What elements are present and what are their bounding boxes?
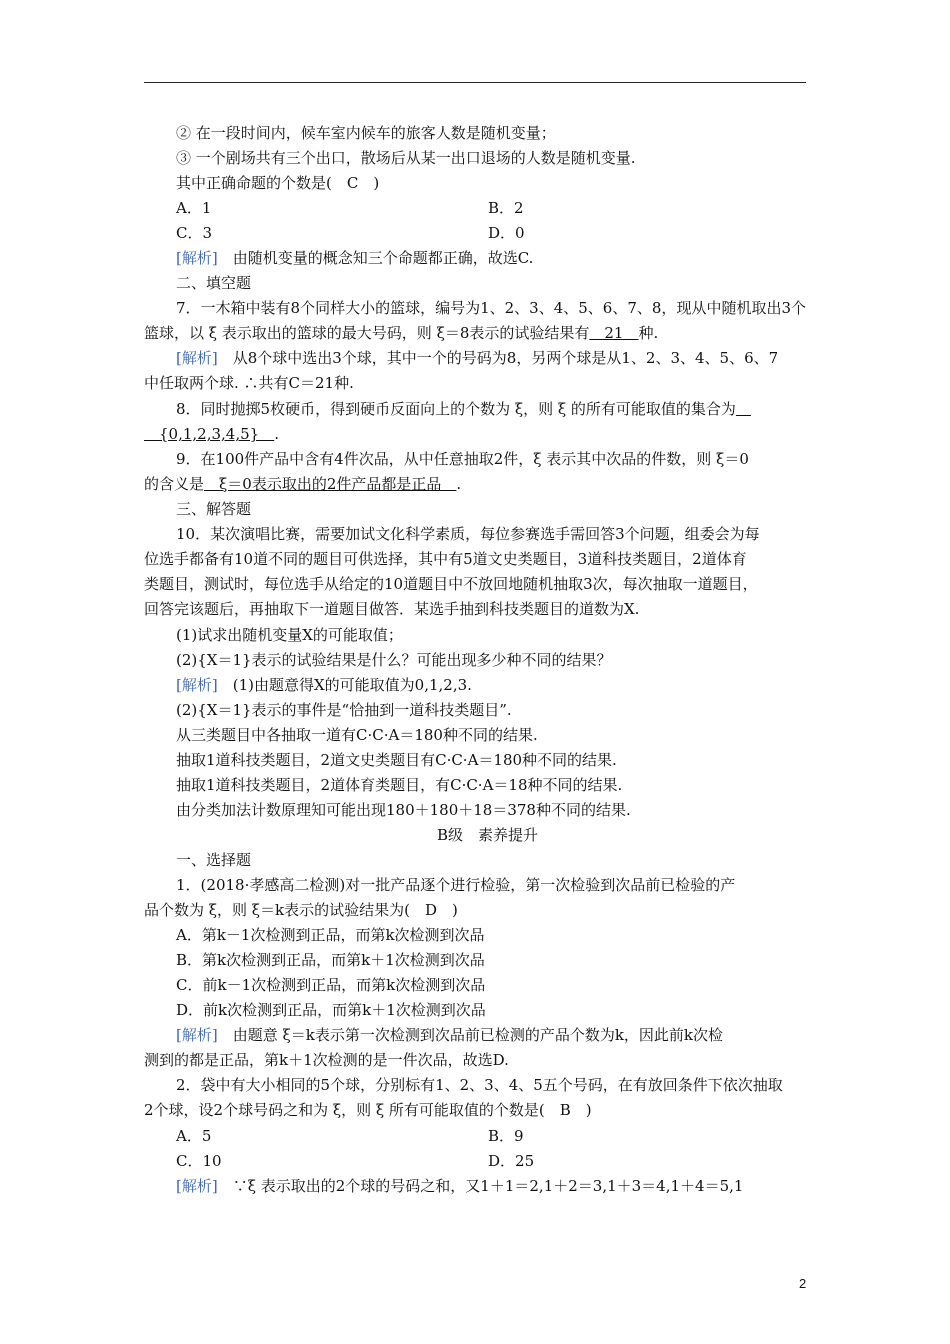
question-line: 的含义是 ξ＝0表示取出的2件产品都是正品 . (144, 475, 462, 493)
question-line: 篮球，以 ξ 表示取出的篮球的最大号码，则 ξ＝8表示的试验结果有 21 种. (144, 324, 659, 342)
header-rule (144, 82, 806, 83)
answer-blank: {0,1,2,3,4,5} (144, 425, 275, 443)
option-a: A．1 (176, 199, 212, 217)
explanation-line: [解析] 由题意 ξ＝k表示第一次检测到次品前已检测的产品个数为k，因此前k次检 (176, 1026, 724, 1044)
question-line: (2){X＝1}表示的试验结果是什么？可能出现多少种不同的结果？ (176, 651, 612, 669)
explanation-line: [解析] 由随机变量的概念知三个命题都正确，故选C. (176, 249, 534, 267)
question-line: 1．(2018·孝感高二检测)对一批产品逐个进行检验，第一次检验到次品前已检验的产 (176, 876, 736, 894)
analysis-tag: [解析] (176, 676, 218, 694)
option-d: D．25 (488, 1152, 535, 1170)
question-line: 8．同时抛掷5枚硬币，得到硬币反面向上的个数为 ξ，则 ξ 的所有可能取值的集合为 (176, 400, 736, 418)
option-c: C．10 (176, 1152, 222, 1170)
analysis-tag: [解析] (176, 249, 218, 267)
explanation-line: [解析] 从8个球中选出3个球，其中一个的号码为8，另两个球是从1、2、3、4、5、6、7 (176, 349, 779, 367)
question-line: 2个球，设2个球号码之和为 ξ，则 ξ 所有可能取值的个数是( B ) (144, 1101, 592, 1119)
question-line: 类题目，测试时，每位选手从给定的10道题目中不放回地随机抽取3次，每次抽取一道题目， (144, 575, 758, 593)
text-line: ③ 一个剧场共有三个出口，散场后从某一出口退场的人数是随机变量. (176, 149, 636, 167)
page-number: 2 (799, 1276, 807, 1291)
explanation-line: (2){X＝1}表示的事件是“恰抽到一道科技类题目”. (176, 701, 512, 719)
explanation-line: [解析] ∵ξ 表示取出的2个球的号码之和，又1＋1＝2,1＋2＝3,1＋3＝4,1＋4＝5,1 (176, 1177, 744, 1195)
question-line: 10．某次演唱比赛，需要加试文化科学素质，每位参赛选手需回答3个问题，组委会为每 (176, 525, 760, 543)
analysis-tag: [解析] (176, 1177, 218, 1195)
explanation-line: 由分类加法计数原理知可能出现180＋180＋18＝378种不同的结果. (176, 801, 631, 819)
explanation-line: 抽取1道科技类题目，2道文史类题目有C·C·A＝180种不同的结果. (176, 751, 617, 769)
option-d: D．0 (488, 224, 525, 242)
option-b: B．第k次检测到正品，而第k＋1次检测到次品 (176, 951, 485, 969)
question-line: 7．一木箱中装有8个同样大小的篮球，编号为1、2、3、4、5、6、7、8，现从中随机取出3个 (176, 299, 806, 317)
explanation-line: 抽取1道科技类题目，2道体育类题目，有C·C·A＝18种不同的结果. (176, 776, 623, 794)
option-d: D．前k次检测到正品，而第k＋1次检测到次品 (176, 1001, 486, 1019)
explanation-line: 测到的都是正品，第k＋1次检测的是一件次品，故选D. (144, 1051, 509, 1069)
option-c: C．3 (176, 224, 213, 242)
question-line: 位选手都备有10道不同的题目可供选择，其中有5道文史类题目，3道科技类题目，2道体育 (144, 550, 747, 568)
analysis-tag: [解析] (176, 1026, 218, 1044)
answer-blank: 21 (589, 324, 639, 342)
explanation-line: 中任取两个球. ∴共有C＝21种. (144, 374, 354, 392)
text-line: 其中正确命题的个数是( C ) (176, 174, 380, 192)
text-line: ② 在一段时间内，候车室内候车的旅客人数是随机变量； (176, 124, 556, 142)
section-heading: 一、选择题 (176, 851, 252, 869)
explanation-line: [解析] (1)由题意得X的可能取值为0,1,2,3. (176, 676, 472, 694)
section-heading: 三、解答题 (176, 500, 252, 518)
option-a: A．第k－1次检测到正品，而第k次检测到次品 (176, 926, 485, 944)
answer-blank: ξ＝0表示取出的2件产品都是正品 (204, 475, 457, 493)
analysis-tag: [解析] (176, 349, 218, 367)
option-b: B．2 (488, 199, 524, 217)
section-heading: 二、填空题 (176, 274, 252, 292)
option-b: B．9 (488, 1127, 524, 1145)
question-line: 品个数为 ξ，则 ξ＝k表示的试验结果为( D ) (144, 901, 458, 919)
question-line: {0,1,2,3,4,5} . (144, 425, 279, 443)
question-line: 9．在100件产品中含有4件次品，从中任意抽取2件，ξ 表示其中次品的件数，则 ξ＝0 (176, 450, 749, 468)
question-line: 回答完该题后，再抽取下一道题目做答．某选手抽到科技类题目的道数为X. (144, 600, 640, 618)
explanation-line: 从三类题目中各抽取一道有C·C·A＝180种不同的结果. (176, 726, 538, 744)
level-heading: B级 素养提升 (437, 826, 539, 844)
question-line: 2．袋中有大小相同的5个球，分别标有1、2、3、4、5五个号码，在有放回条件下依次抽取 (176, 1076, 783, 1094)
option-a: A．5 (176, 1127, 212, 1145)
question-line: (1)试求出随机变量X的可能取值； (176, 626, 403, 644)
option-c: C．前k－1次检测到正品，而第k次检测到次品 (176, 976, 486, 994)
